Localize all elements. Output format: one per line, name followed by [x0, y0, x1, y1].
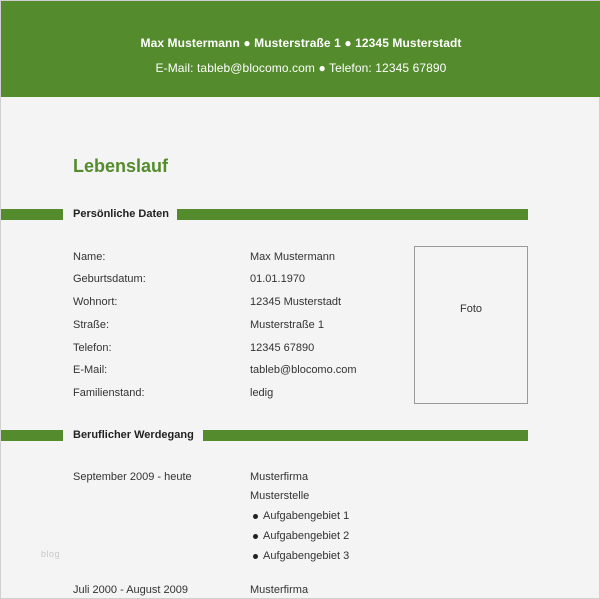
- value-street: Musterstraße 1: [250, 319, 324, 331]
- watermark-text: blog: [41, 549, 61, 559]
- career-task: Aufgabengebiet 3: [263, 550, 350, 562]
- section-bar-right: [203, 430, 528, 441]
- bullet-icon: [253, 554, 258, 559]
- page-title: Lebenslauf: [73, 156, 169, 176]
- section-personal-label: Persönliche Daten: [73, 208, 169, 220]
- photo-placeholder: [414, 246, 528, 404]
- career-task: Aufgabengebiet 1: [263, 510, 350, 522]
- header-contact-line: E-Mail: tableb@blocomo.com ● Telefon: 12345 67890: [155, 61, 447, 75]
- label-birthdate: Geburtsdatum:: [73, 273, 146, 285]
- value-name: Max Mustermann: [250, 251, 335, 263]
- header-banner: [1, 1, 600, 97]
- bullet-icon: [253, 534, 258, 539]
- section-career-heading: [1, 430, 528, 441]
- header-address-line: Max Mustermann ● Musterstraße 1 ● 12345 Musterstadt: [140, 36, 462, 50]
- label-phone: Telefon:: [73, 342, 112, 354]
- bullet-icon: [253, 514, 258, 519]
- career-period: Juli 2000 - August 2009: [73, 584, 188, 596]
- section-bar-left: [1, 430, 63, 441]
- label-email: E-Mail:: [73, 364, 108, 376]
- career-period: September 2009 - heute: [73, 471, 192, 483]
- career-position: Musterstelle: [250, 490, 310, 502]
- section-personal-heading: [1, 209, 528, 220]
- value-birthdate: 01.01.1970: [250, 273, 306, 285]
- section-bar-left: [1, 209, 63, 220]
- value-marital-status: ledig: [250, 387, 274, 399]
- photo-label: Foto: [459, 303, 482, 315]
- career-task: Aufgabengebiet 2: [263, 530, 350, 542]
- value-phone: 12345 67890: [250, 342, 315, 354]
- section-bar-right: [177, 209, 528, 220]
- career-company: Musterfirma: [250, 584, 309, 596]
- label-marital-status: Familienstand:: [73, 387, 145, 399]
- value-email: tableb@blocomo.com: [250, 364, 357, 376]
- career-company: Musterfirma: [250, 471, 309, 483]
- section-career-label: Beruflicher Werdegang: [73, 429, 194, 441]
- label-residence: Wohnort:: [73, 296, 118, 308]
- label-name: Name:: [73, 251, 106, 263]
- value-residence: 12345 Musterstadt: [250, 296, 342, 308]
- label-street: Straße:: [73, 319, 110, 331]
